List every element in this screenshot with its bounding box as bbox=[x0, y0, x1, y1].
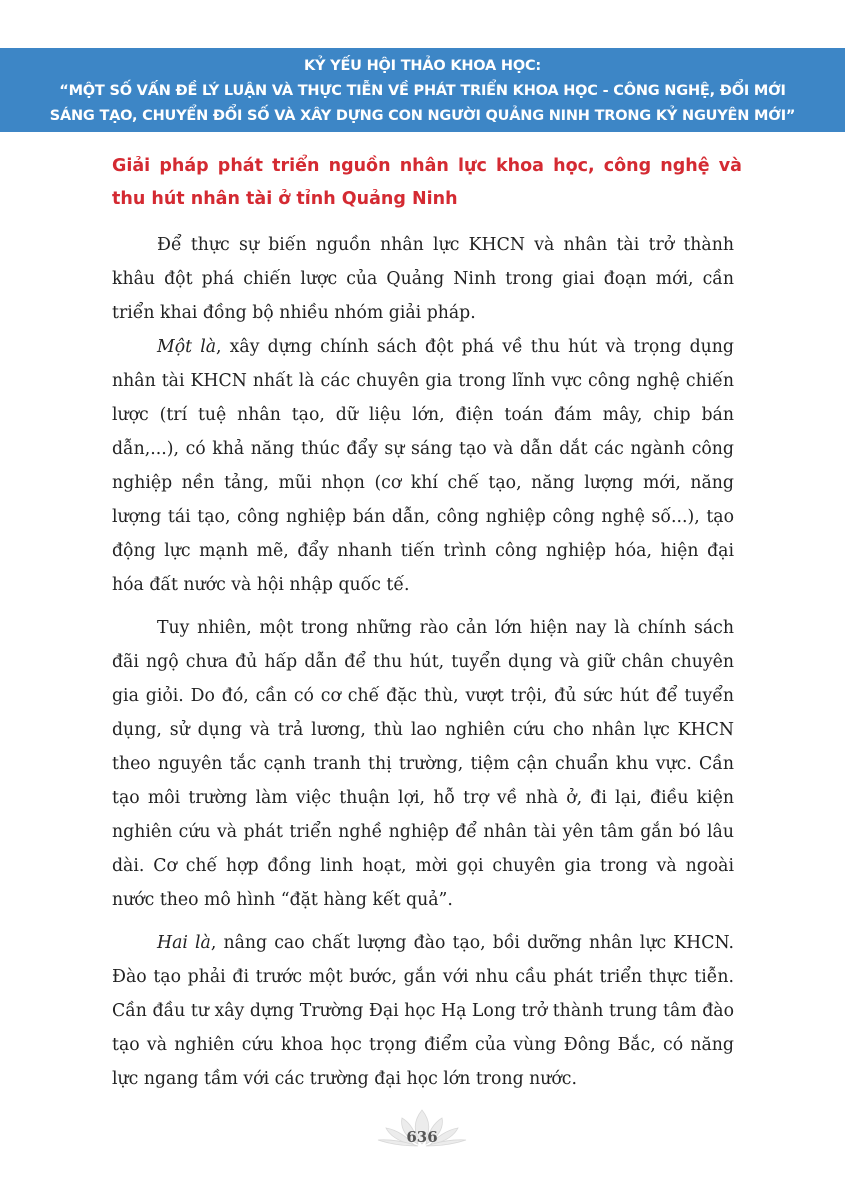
header-band bbox=[0, 48, 845, 132]
paragraph-solution-one bbox=[112, 330, 734, 602]
header-title-line-3: SÁNG TẠO, CHUYỂN ĐỔI SỐ VÀ XÂY DỰNG CON NGƯỜI QUẢNG NINH TRONG KỶ NGUYÊN MỚI” bbox=[49, 108, 796, 124]
header-title-line-1: KỶ YẾU HỘI THẢO KHOA HỌC: bbox=[303, 58, 542, 74]
header-title-line-2: “MỘT SỐ VẤN ĐỀ LÝ LUẬN VÀ THỰC TIỄN VỀ PHÁT TRIỂN KHOA HỌC - CÔNG NGHỆ, ĐỔI MỚI bbox=[59, 83, 786, 99]
paragraph-barriers-text: Tuy nhiên, một trong những rào cản lớn hiện nay là chính sách đãi ngộ chưa đủ hấp dẫn để thu hút, tuyển dụng và giữ chân chuyên gia giỏi. Do đó, cần có cơ chế đặc thù, vượt trội, đủ sức hút để tuyển dụng, sử dụng và trả lương, thù lao nghiên cứu cho nhân lực KHCN theo nguyên tắc cạnh tranh thị trường, tiệm cận chuẩn khu vực. Cần tạo môi trường làm việc thuận lợi, hỗ trợ về nhà ở, đi lại, điều kiện nghiên cứu và phát triển nghề nghiệp để nhân tài yên tâm gắn bó lâu dài. Cơ chế hợp đồng linh hoạt, mời gọi chuyên gia trong và ngoài nước theo mô hình “đặt hàng kết quả”. bbox=[112, 618, 734, 910]
section-title: Giải pháp phát triển nguồn nhân lực khoa học, công nghệ và thu hút nhân tài ở tỉnh Quảng Ninh bbox=[112, 156, 742, 209]
solution-one-text: , xây dựng chính sách đột phá về thu hút và trọng dụng nhân tài KHCN nhất là các chuyên gia trong lĩnh vực công nghệ chiến lược (trí tuệ nhân tạo, dữ liệu lớn, điện toán đám mây, chip bán dẫn,...), có khả năng thúc đẩy sự sáng tạo và dẫn dắt các ngành công nghiệp nền tảng, mũi nhọn (cơ khí chế tạo, năng lượng mới, năng lượng tái tạo, công nghiệp bán dẫn, công nghiệp công nghệ số...), tạo động lực mạnh mẽ, đẩy nhanh tiến trình công nghiệp hóa, hiện đại hóa đất nước và hội nhập quốc tế. bbox=[112, 337, 734, 595]
page-number-block bbox=[372, 1108, 472, 1152]
page-number: 636 bbox=[406, 1128, 438, 1146]
solution-one-lead: Một là bbox=[157, 337, 217, 357]
solution-two-text: , nâng cao chất lượng đào tạo, bồi dưỡng nhân lực KHCN. Đào tạo phải đi trước một bước, gắn với nhu cầu phát triển thực tiễn. Cần đầu tư xây dựng Trường Đại học Hạ Long trở thành trung tâm đào tạo và nghiên cứu khoa học trọng điểm của vùng Đông Bắc, có năng lực ngang tầm với các trường đại học lớn trong nước. bbox=[112, 933, 734, 1089]
paragraph-solution-two bbox=[112, 926, 734, 1096]
paragraph-barriers bbox=[112, 611, 734, 917]
paragraph-intro-text: Để thực sự biến nguồn nhân lực KHCN và nhân tài trở thành khâu đột phá chiến lược của Quảng Ninh trong giai đoạn mới, cần triển khai đồng bộ nhiều nhóm giải pháp. bbox=[112, 235, 734, 323]
solution-two-lead: Hai là bbox=[157, 933, 211, 953]
paragraph-intro bbox=[112, 228, 734, 330]
